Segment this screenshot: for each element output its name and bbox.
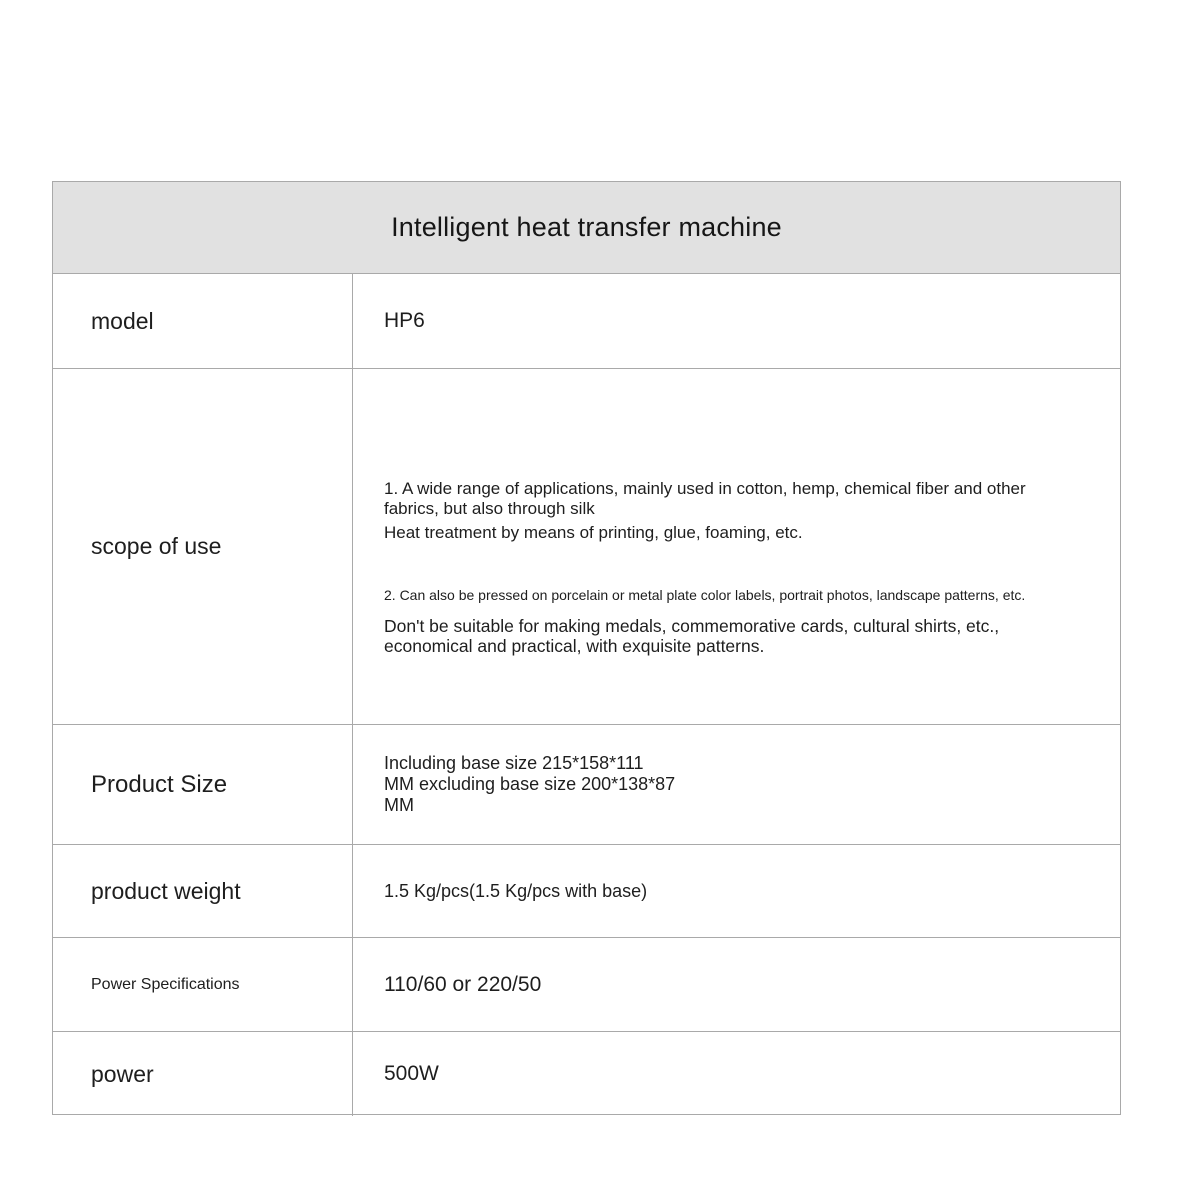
product-size-line-1: Including base size 215*158*111: [384, 753, 644, 773]
product-size-line-2: MM excluding base size 200*138*87: [384, 774, 676, 794]
row-value-model: HP6: [384, 309, 425, 332]
row-value-product-size: [353, 725, 1120, 844]
scope-text-line-6: economical and practical, with exquisite patterns.: [384, 635, 765, 656]
scope-text-line-4: 2. Can also be pressed on porcelain or metal plate color labels, portrait photos, landscape patterns, etc.: [384, 586, 1026, 603]
table-row-power-specifications: [53, 937, 1120, 1031]
row-label-power-specifications: Power Specifications: [53, 938, 353, 1031]
table-title: Intelligent heat transfer machine: [53, 182, 1120, 273]
scope-text-line-3: Heat treatment by means of printing, glue, foaming, etc.: [384, 523, 803, 542]
table-row-scope-of-use: [53, 368, 1120, 724]
row-value-scope-of-use: [353, 369, 1120, 724]
row-label-scope-of-use: scope of use: [53, 369, 353, 724]
table-row-model: [53, 273, 1120, 368]
row-label-product-size: Product Size: [53, 725, 353, 844]
scope-text-line-1: 1. A wide range of applications, mainly used in cotton, hemp, chemical fiber and other: [384, 479, 1026, 498]
row-value-product-weight: 1.5 Kg/pcs(1.5 Kg/pcs with base): [384, 880, 648, 901]
table-row-power: [53, 1031, 1120, 1116]
scope-text-line-2: fabrics, but also through silk: [384, 498, 595, 518]
scope-text-line-5: Don't be suitable for making medals, commemorative cards, cultural shirts, etc.,: [384, 615, 1000, 636]
row-value-power-specifications: 110/60 or 220/50: [384, 972, 542, 996]
row-label-power: power: [53, 1032, 353, 1116]
row-value-power: 500W: [384, 1062, 439, 1085]
row-label-product-weight: product weight: [53, 845, 353, 937]
row-label-model: model: [53, 274, 353, 368]
product-spec-table: [52, 181, 1121, 1115]
product-size-line-3: MM: [384, 795, 414, 815]
table-row-product-weight: [53, 844, 1120, 937]
table-row-product-size: [53, 724, 1120, 844]
